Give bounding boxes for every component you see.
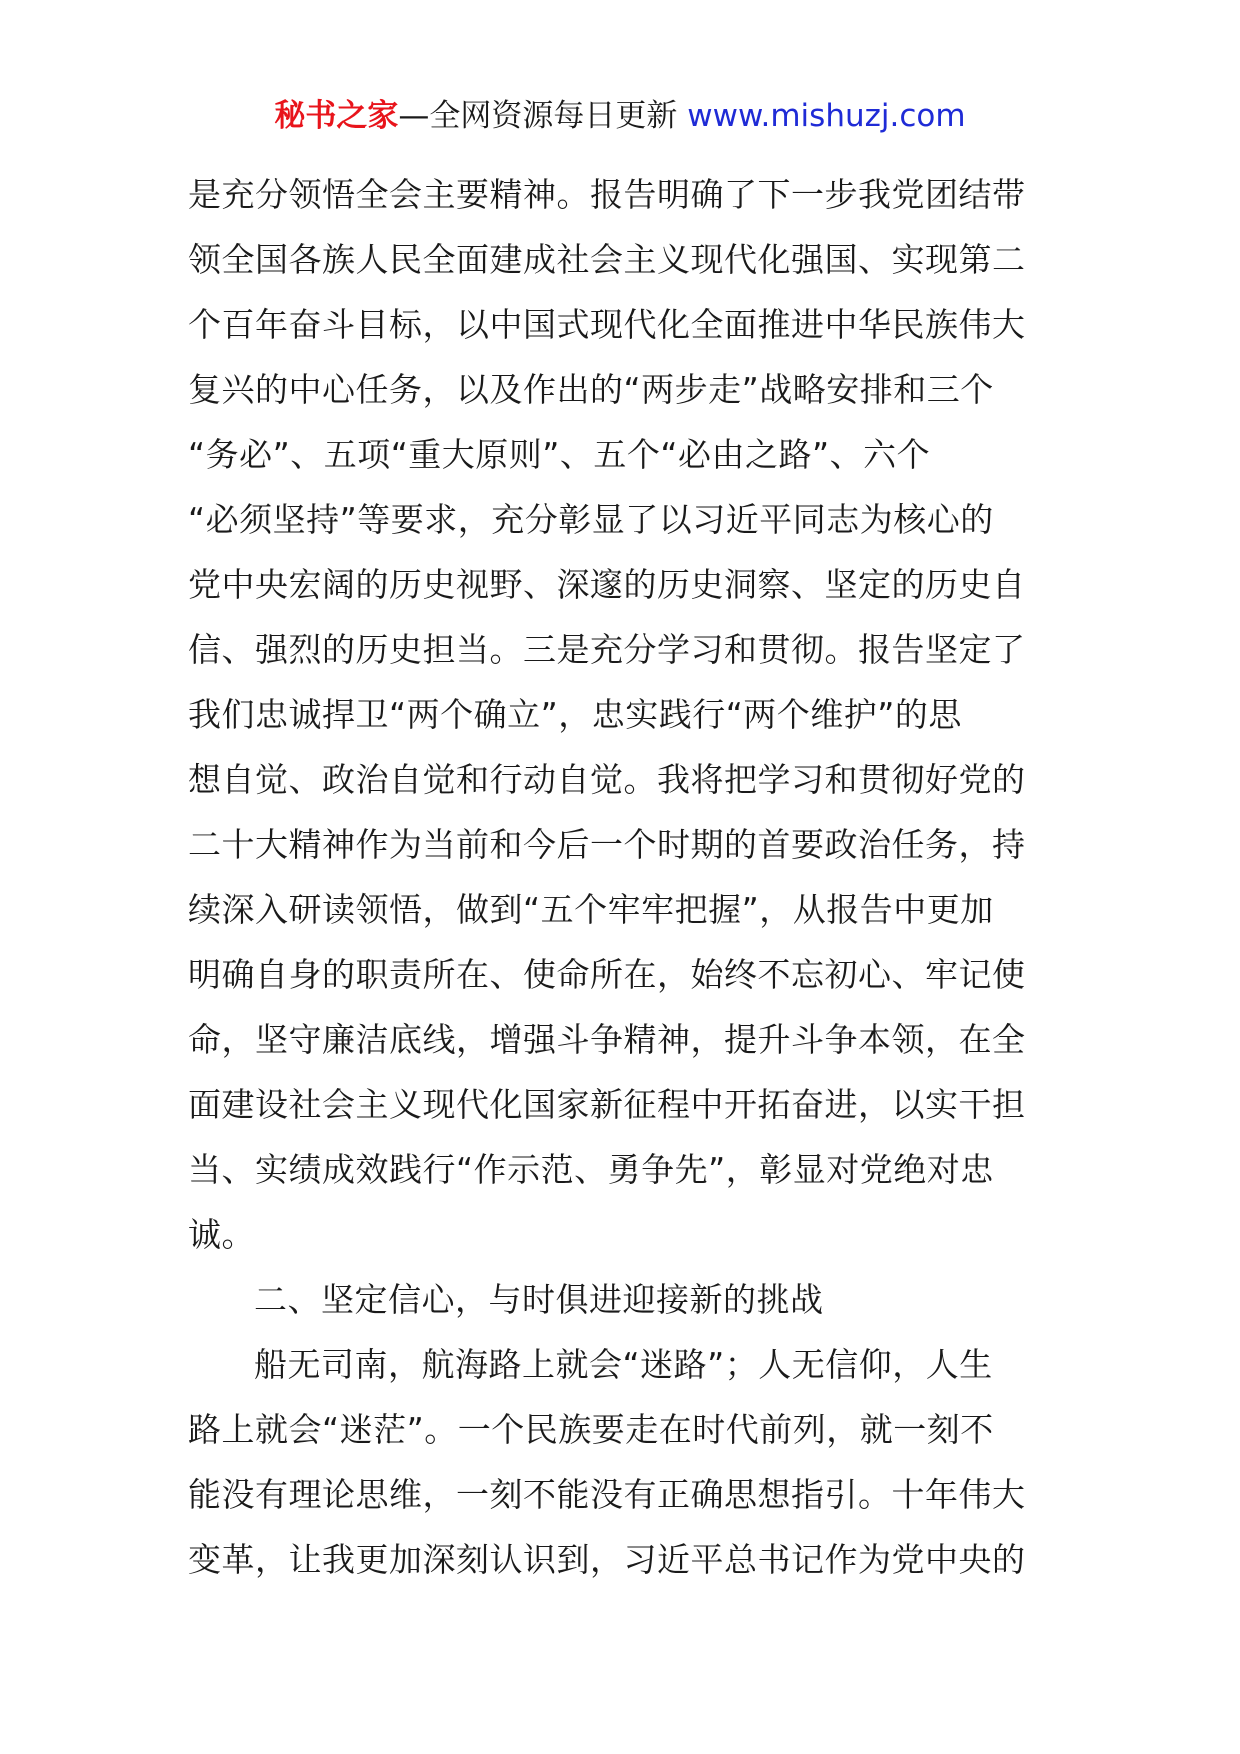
- text-line: 当、实绩成效践行“作示范、勇争先”，彰显对党绝对忠: [188, 1150, 994, 1189]
- text-line: 续深入研读领悟，做到“五个牢牢把握”，从报告中更加: [188, 890, 994, 929]
- site-header: [0, 96, 1240, 136]
- text-line: 命，坚守廉洁底线，增强斗争精神，提升斗争本领，在全: [188, 1020, 1026, 1059]
- text-line: 是充分领悟全会主要精神。报告明确了下一步我党团结带: [188, 175, 1026, 214]
- site-slogan: —全网资源每日更新: [398, 98, 688, 134]
- site-url-link[interactable]: www.mishuzj.com: [687, 98, 966, 134]
- text-line: 信、强烈的历史担当。三是充分学习和贯彻。报告坚定了: [188, 630, 1026, 669]
- site-brand: 秘书之家: [274, 98, 399, 134]
- text-line: 船无司南，航海路上就会“迷路”；人无信仰，人生: [254, 1345, 993, 1384]
- text-line: 我们忠诚捍卫“两个确立”，忠实践行“两个维护”的思: [188, 695, 962, 734]
- section-heading: 二、坚定信心，与时俱进迎接新的挑战: [254, 1280, 824, 1319]
- text-line: 能没有理论思维，一刻不能没有正确思想指引。十年伟大: [188, 1475, 1026, 1514]
- text-line: “必须坚持”等要求，充分彰显了以习近平同志为核心的: [188, 500, 994, 539]
- text-line: 路上就会“迷茫”。一个民族要走在时代前列，就一刻不: [188, 1410, 994, 1449]
- text-line: 复兴的中心任务，以及作出的“两步走”战略安排和三个: [188, 370, 994, 409]
- text-line: 面建设社会主义现代化国家新征程中开拓奋进，以实干担: [188, 1085, 1026, 1124]
- text-line: 个百年奋斗目标，以中国式现代化全面推进中华民族伟大: [188, 305, 1026, 344]
- text-line: 领全国各族人民全面建成社会主义现代化强国、实现第二: [188, 240, 1026, 279]
- text-line: 变革，让我更加深刻认识到，习近平总书记作为党中央的: [188, 1540, 1026, 1579]
- text-line: 党中央宏阔的历史视野、深邃的历史洞察、坚定的历史自: [188, 565, 1026, 604]
- text-line: 二十大精神作为当前和今后一个时期的首要政治任务，持: [188, 825, 1026, 864]
- text-line: 诚。: [188, 1215, 255, 1254]
- document-body: [188, 162, 1056, 1592]
- text-line: 想自觉、政治自觉和行动自觉。我将把学习和贯彻好党的: [188, 760, 1026, 799]
- text-line: “务必”、五项“重大原则”、五个“必由之路”、六个: [188, 435, 931, 474]
- text-line: 明确自身的职责所在、使命所在，始终不忘初心、牢记使: [188, 955, 1026, 994]
